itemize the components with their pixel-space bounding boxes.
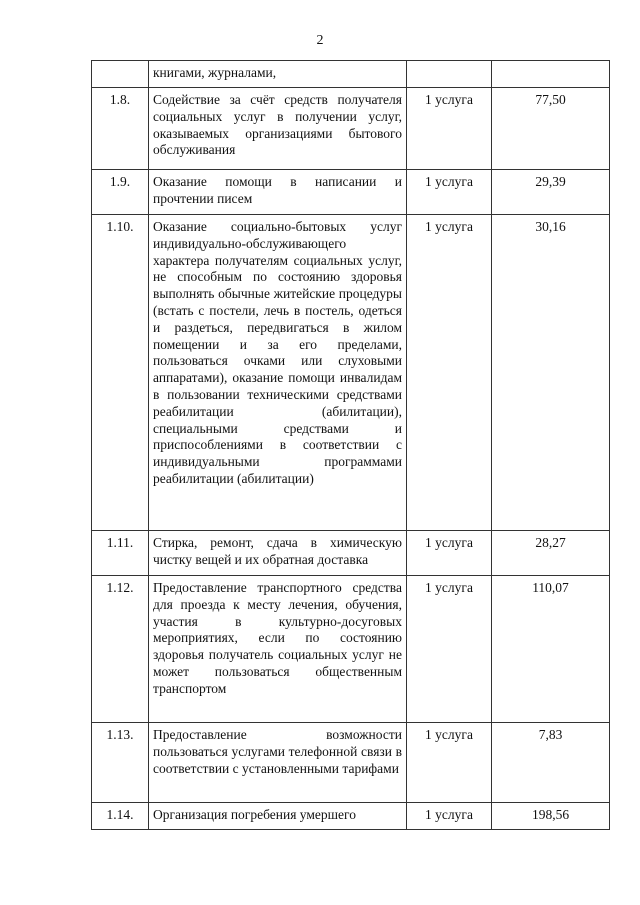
- row-number: [92, 61, 149, 88]
- service-price: 30,16: [492, 215, 610, 531]
- row-number: 1.11.: [92, 531, 149, 576]
- table-row: [92, 88, 610, 170]
- row-number: 1.13.: [92, 723, 149, 803]
- service-price: 7,83: [492, 723, 610, 803]
- page-number: 2: [316, 33, 324, 48]
- services-table: [91, 60, 610, 830]
- row-number: 1.14.: [92, 803, 149, 830]
- service-unit: 1 услуга: [407, 170, 492, 215]
- service-description: книгами, журналами,: [149, 61, 407, 88]
- service-unit: 1 услуга: [407, 215, 492, 531]
- service-unit: 1 услуга: [407, 88, 492, 170]
- row-number: 1.10.: [92, 215, 149, 531]
- service-price: 110,07: [492, 576, 610, 723]
- table-row: [92, 576, 610, 723]
- service-price: 77,50: [492, 88, 610, 170]
- service-price: [492, 61, 610, 88]
- service-price: 198,56: [492, 803, 610, 830]
- service-unit: 1 услуга: [407, 803, 492, 830]
- service-unit: 1 услуга: [407, 723, 492, 803]
- table-row: [92, 170, 610, 215]
- service-description: Оказание помощи в написании и прочтении писем: [149, 170, 407, 215]
- service-description: Стирка, ремонт, сдача в химическую чистку вещей и их обратная доставка: [149, 531, 407, 576]
- table-row: [92, 723, 610, 803]
- service-unit: 1 услуга: [407, 576, 492, 723]
- service-description: Организация погребения умершего: [149, 803, 407, 830]
- service-description: Оказание социально-бытовых услуг индивидуально-обслуживающего характера получателям социальных услуг, не способным по состоянию здоровья выполнять обычные житейские процедуры (встать с постели, лечь в постель, одеться и раздеться, передвигаться в жилом помещении и за его пределами, пользоваться очками или слуховыми аппаратами), оказание помощи инвалидам в пользовании техническими средствами реабилитации (абилитации), специальными средствами и приспособлениями в соответствии с индивидуальными программами реабилитации (абилитации): [149, 215, 407, 531]
- row-number: 1.9.: [92, 170, 149, 215]
- table-row: [92, 61, 610, 88]
- service-unit: 1 услуга: [407, 531, 492, 576]
- table-row: [92, 215, 610, 531]
- service-price: 28,27: [492, 531, 610, 576]
- service-description: Предоставление транспортного средства для проезда к месту лечения, обучения, участия в культурно-досуговых мероприятиях, если по состоянию здоровья получатель социальных услуг не может пользоваться общественным транспортом: [149, 576, 407, 723]
- service-price: 29,39: [492, 170, 610, 215]
- service-unit: [407, 61, 492, 88]
- row-number: 1.8.: [92, 88, 149, 170]
- row-number: 1.12.: [92, 576, 149, 723]
- service-description: Содействие за счёт средств получателя социальных услуг в получении услуг, оказываемых организациями бытового обслуживания: [149, 88, 407, 170]
- service-description: Предоставление возможности пользоваться услугами телефонной связи в соответствии с установленными тарифами: [149, 723, 407, 803]
- table-row: [92, 531, 610, 576]
- table-row: [92, 803, 610, 830]
